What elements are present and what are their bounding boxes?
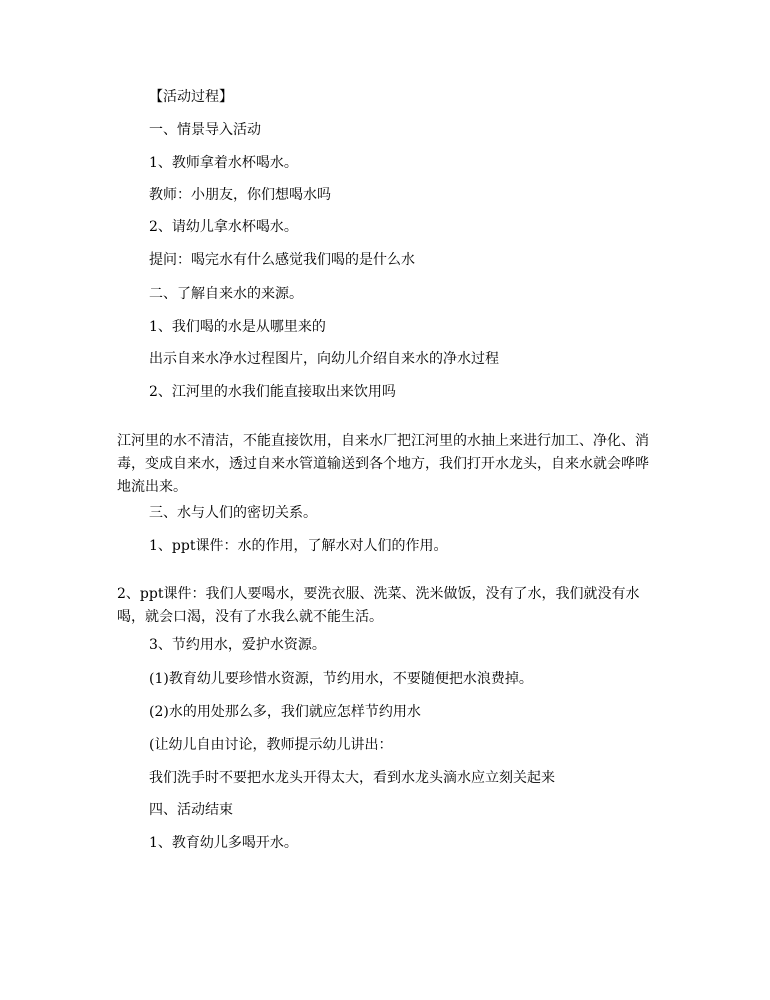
subheading: 四、活动结束 <box>149 802 233 818</box>
text-line: 出示自来水净水过程图片，向幼儿介绍自来水的净水过程 <box>149 351 499 367</box>
text-line: 3、节约用水，爱护水资源。 <box>149 637 326 653</box>
text-line: 教师：小朋友，你们想喝水吗 <box>149 187 331 203</box>
text-line: 2、江河里的水我们能直接取出来饮用吗 <box>149 384 396 400</box>
section-heading: 【活动过程】 <box>149 89 233 105</box>
text-line: 1、ppt课件：水的作用，了解水对人们的作用。 <box>149 538 448 554</box>
text-line: (1)教育幼儿要珍惜水资源，节约用水，不要随便把水浪费掉。 <box>149 671 533 687</box>
text-line: 1、教师拿着水杯喝水。 <box>149 155 298 171</box>
subheading: 二、了解自来水的来源。 <box>149 286 303 302</box>
paragraph: 2、ppt课件：我们人要喝水，要洗衣服、洗菜、洗米做饭，没有了水，我们就没有水喝，就会口渴，没有了水我么就不能生活。 <box>117 586 640 625</box>
text-line: 我们洗手时不要把水龙头开得太大，看到水龙头滴水应立刻关起来 <box>149 770 555 786</box>
text-line: (2)水的用处那么多，我们就应怎样节约用水 <box>149 704 421 720</box>
text-line: 1、教育幼儿多喝开水。 <box>149 835 298 851</box>
text-line: (让幼儿自由讨论，教师提示幼儿讲出： <box>149 737 393 753</box>
text-line: 2、请幼儿拿水杯喝水。 <box>149 219 298 235</box>
subheading: 一、情景导入活动 <box>149 122 261 138</box>
subheading: 三、水与人们的密切关系。 <box>149 505 317 521</box>
text-line: 1、我们喝的水是从哪里来的 <box>149 319 326 335</box>
paragraph: 江河里的水不清洁，不能直接饮用，自来水厂把江河里的水抽上来进行加工、净化、消毒，变成自来水，透过自来水管道输送到各个地方，我们打开水龙头，自来水就会哗哗地流出来。 <box>117 433 649 495</box>
text-line: 提问：喝完水有什么感觉我们喝的是什么水 <box>149 252 415 268</box>
